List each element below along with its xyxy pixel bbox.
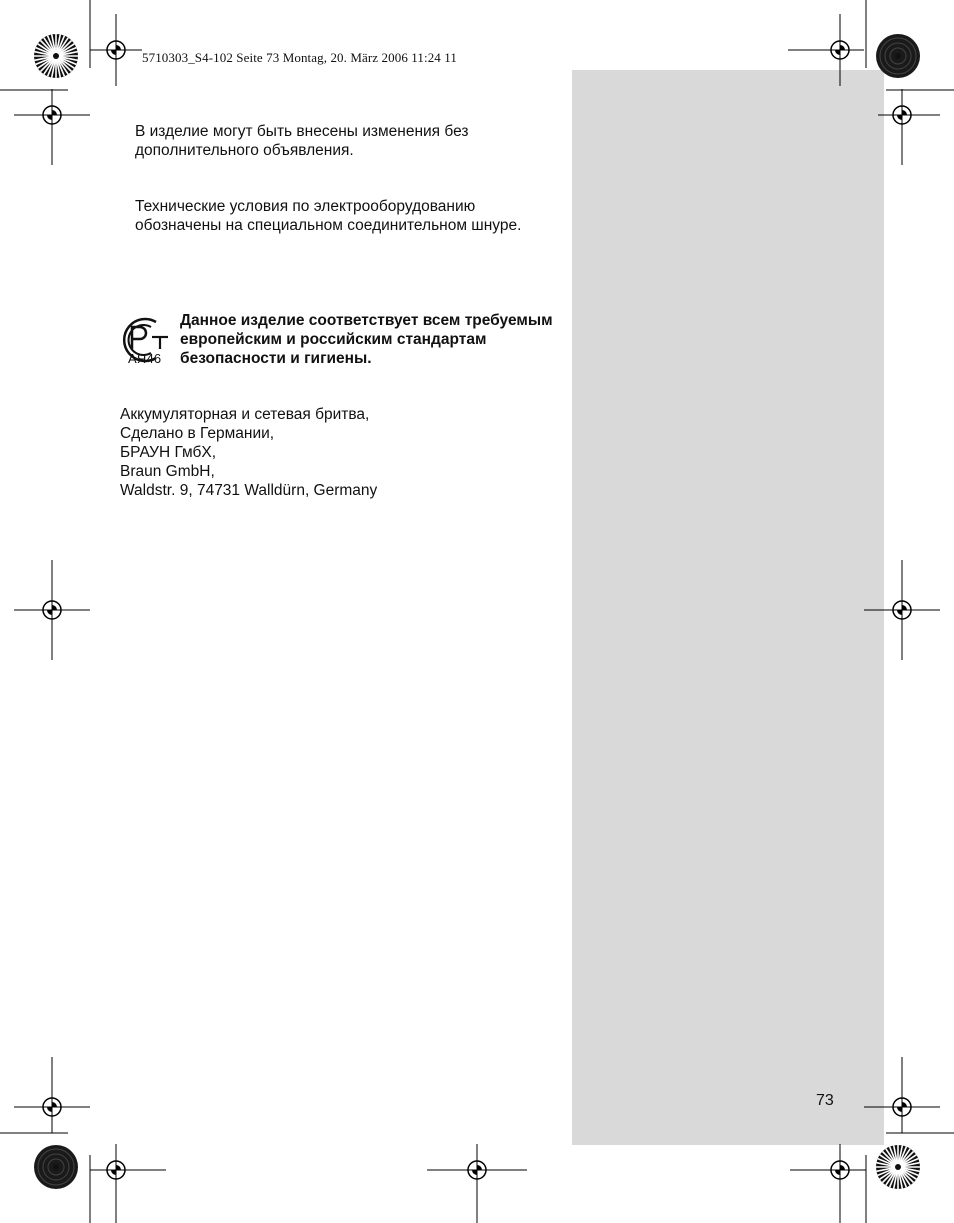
electrical-notice: Технические условия по электрооборудованию обозначены на специальном соединительном шнуре. <box>135 198 522 234</box>
changes-notice: В изделие могут быть внесены изменения без дополнительного объявления. <box>135 123 469 159</box>
certification-block <box>118 311 558 371</box>
page-number: 73 <box>816 1092 834 1109</box>
address-line: БРАУН ГмбХ, <box>120 444 217 461</box>
address-line: Waldstr. 9, 74731 Walldürn, Germany <box>120 482 378 499</box>
registration-mark <box>790 1144 866 1223</box>
registration-mark <box>90 14 142 86</box>
address-line: Braun GmbH, <box>120 463 215 480</box>
certification-statement: Данное изделие соответствует всем требуемым европейским и российским стандартам безопасности и гигиены. <box>180 312 553 367</box>
star-target <box>34 1145 78 1189</box>
print-slug-header: 5710303_S4-102 Seite 73 Montag, 20. März 2006 11:24 11 <box>142 50 457 65</box>
registration-mark <box>878 89 940 165</box>
registration-mark <box>14 1057 90 1133</box>
star-target <box>34 34 78 78</box>
manufacturer-address <box>120 405 377 500</box>
certification-code: АЯ46 <box>128 351 162 366</box>
registration-mark <box>788 14 864 86</box>
registration-mark <box>14 560 90 660</box>
star-target <box>876 1145 920 1189</box>
registration-mark <box>14 89 90 165</box>
registration-mark <box>427 1144 527 1223</box>
registration-mark <box>864 1057 940 1133</box>
registration-mark <box>90 1144 166 1223</box>
registration-mark <box>864 560 940 660</box>
star-target <box>876 34 920 78</box>
address-line: Сделано в Германии, <box>120 425 275 442</box>
address-line: Аккумуляторная и сетевая бритва, <box>120 406 370 423</box>
